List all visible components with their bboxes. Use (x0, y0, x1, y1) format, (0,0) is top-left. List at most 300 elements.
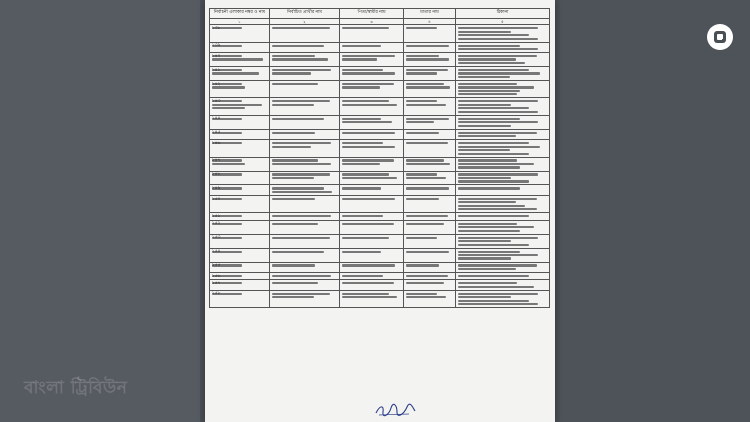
document-page (205, 0, 555, 422)
blurred-text (458, 38, 539, 40)
blurred-text (342, 177, 397, 179)
table-cell (270, 98, 340, 115)
table-row (210, 213, 550, 220)
blurred-text (342, 264, 396, 266)
table-cell (404, 248, 456, 262)
row-serial: ১৫২ (211, 221, 221, 227)
table-row (210, 67, 550, 81)
blurred-text (458, 159, 517, 161)
blurred-text (458, 93, 517, 95)
blurred-text (458, 76, 510, 78)
blurred-text (458, 268, 516, 270)
table-row (210, 195, 550, 212)
table-row (210, 220, 550, 234)
blurred-text (458, 100, 539, 102)
table-cell (270, 273, 340, 280)
blurred-text (342, 83, 395, 85)
blurred-text (272, 237, 330, 239)
table-row (210, 129, 550, 139)
table-cell (210, 42, 270, 52)
table-cell (210, 234, 270, 248)
table-row (210, 273, 550, 280)
header-candidate: নির্বাচিত প্রার্থীর নাম (270, 9, 340, 19)
blurred-text (458, 31, 512, 33)
blurred-text (342, 215, 384, 217)
background-right (560, 0, 750, 422)
table-row (210, 115, 550, 129)
row-serial: ১৫৫ (211, 263, 221, 269)
blurred-text (458, 111, 539, 113)
blurred-text (406, 142, 448, 144)
column-number: ৩ (340, 19, 404, 25)
table-cell (404, 42, 456, 52)
blurred-text (458, 135, 516, 137)
table-cell (210, 53, 270, 67)
blurred-text (406, 27, 438, 29)
header-constituency: নির্বাচনী এলাকার নম্বর ও নাম (210, 9, 270, 19)
blurred-text (272, 83, 318, 85)
table-cell (340, 140, 404, 157)
blurred-text (406, 177, 447, 179)
blurred-text (406, 198, 439, 200)
blurred-text (342, 293, 390, 295)
blurred-text (458, 240, 512, 242)
table-cell (270, 234, 340, 248)
table-cell (456, 42, 550, 52)
blurred-text (406, 86, 450, 88)
table-cell (270, 115, 340, 129)
table-cell (210, 140, 270, 157)
table-cell (270, 129, 340, 139)
blurred-text (342, 146, 396, 148)
table-cell (456, 53, 550, 67)
table-cell (340, 213, 404, 220)
table-row (210, 53, 550, 67)
table-cell (340, 185, 404, 195)
blurred-text (458, 303, 539, 305)
table-cell (270, 67, 340, 81)
blurred-text (406, 187, 449, 189)
row-serial: ১৪৬ (211, 140, 221, 146)
blurred-text (342, 69, 384, 71)
blurred-text (406, 100, 438, 102)
blurred-text (342, 173, 390, 175)
blurred-text (406, 237, 438, 239)
table-cell (404, 25, 456, 42)
blurred-text (406, 223, 444, 225)
blurred-text (458, 251, 521, 253)
table-cell (404, 195, 456, 212)
table-row (210, 98, 550, 115)
blurred-text (458, 55, 537, 57)
table-cell (340, 234, 404, 248)
blurred-text (458, 107, 530, 109)
table-cell (456, 129, 550, 139)
row-serial: ১৪৫ (211, 130, 221, 136)
blurred-text (212, 107, 245, 109)
table-cell (270, 280, 340, 290)
table-cell (210, 157, 270, 171)
table-cell (210, 25, 270, 42)
table-cell (340, 115, 404, 129)
blurred-text (342, 104, 397, 106)
blurred-text (458, 90, 521, 92)
table-cell (404, 140, 456, 157)
table-cell (270, 53, 340, 67)
table-cell (270, 140, 340, 157)
table-cell (270, 185, 340, 195)
table-cell (404, 115, 456, 129)
background-left (0, 0, 200, 422)
blurred-text (272, 132, 315, 134)
table-row (210, 280, 550, 290)
blurred-text (458, 257, 512, 259)
blurred-text (458, 27, 539, 29)
blurred-text (406, 264, 439, 266)
table-cell (404, 262, 456, 272)
row-serial: ১৫৮ (211, 291, 221, 297)
blurred-text (342, 275, 384, 277)
blurred-text (272, 191, 333, 193)
table-row (210, 234, 550, 248)
table-cell (456, 157, 550, 171)
table-cell (210, 290, 270, 307)
blurred-text (458, 244, 530, 246)
blurred-text (342, 118, 381, 120)
table-cell (456, 273, 550, 280)
table-cell (340, 80, 404, 97)
table-cell (270, 42, 340, 52)
blurred-text (458, 72, 541, 74)
row-serial: ১৩৮ (211, 25, 221, 31)
blurred-text (458, 45, 521, 47)
table-cell (456, 280, 550, 290)
blurred-text (458, 83, 517, 85)
table-cell (210, 220, 270, 234)
blurred-text (272, 293, 330, 295)
blurred-text (458, 118, 521, 120)
table-cell (404, 98, 456, 115)
table-cell (340, 129, 404, 139)
blurred-text (342, 142, 384, 144)
blurred-text (272, 146, 311, 148)
blurred-text (272, 187, 325, 189)
table-cell (456, 220, 550, 234)
table-cell (404, 290, 456, 307)
blurred-text (458, 300, 530, 302)
column-number: ২ (270, 19, 340, 25)
table-cell (456, 140, 550, 157)
table-cell (270, 220, 340, 234)
row-serial: ১৫৭ (211, 280, 221, 286)
table-cell (404, 129, 456, 139)
table-cell (340, 42, 404, 52)
blurred-text (342, 163, 381, 165)
table-cell (210, 67, 270, 81)
table-cell (210, 171, 270, 185)
table-cell (210, 115, 270, 129)
blurred-text (458, 86, 534, 88)
table-cell (340, 290, 404, 307)
table-cell (210, 273, 270, 280)
table-row (210, 185, 550, 195)
row-serial: ১৪৮ (211, 172, 221, 178)
table-cell (340, 273, 404, 280)
row-serial: ১৪৯ (211, 186, 221, 192)
blurred-text (458, 180, 530, 182)
row-serial: ১৫৬ (211, 273, 221, 279)
blurred-text (342, 132, 396, 134)
table-cell (456, 67, 550, 81)
row-serial: ১৫৩ (211, 235, 221, 241)
blurred-text (458, 296, 512, 298)
table-cell (404, 213, 456, 220)
table-cell (340, 220, 404, 234)
blurred-text (342, 86, 381, 88)
table-cell (404, 80, 456, 97)
blurred-text (342, 237, 390, 239)
blurred-text (458, 62, 525, 64)
row-serial: ১৪২ (211, 81, 221, 87)
table-cell (340, 25, 404, 42)
row-serial: ১৫৪ (211, 249, 221, 255)
watermark: বাংলা ট্রিবিউন (24, 378, 128, 398)
blurred-text (272, 198, 315, 200)
blurred-text (406, 55, 439, 57)
blurred-text (342, 251, 381, 253)
blurred-text (342, 45, 381, 47)
blurred-text (406, 163, 450, 165)
blurred-text (342, 223, 395, 225)
header-father-husband: পিতা/স্বামীর নাম (340, 9, 404, 19)
blurred-text (458, 286, 534, 288)
table-cell (340, 53, 404, 67)
table-cell (270, 25, 340, 42)
blurred-text (458, 254, 539, 256)
blurred-text (458, 230, 521, 232)
blurred-text (458, 215, 530, 217)
blurred-text (342, 55, 396, 57)
blurred-text (406, 83, 444, 85)
blurred-text (272, 45, 325, 47)
blurred-text (458, 177, 512, 179)
table-cell (456, 213, 550, 220)
table-row (210, 157, 550, 171)
blurred-text (272, 100, 330, 102)
row-serial: ১৪৭ (211, 158, 221, 164)
table-cell (456, 262, 550, 272)
blurred-text (406, 282, 444, 284)
table-cell (210, 185, 270, 195)
header-address: ঠিকানা (456, 9, 550, 19)
table-header-row (210, 9, 550, 19)
table-cell (210, 80, 270, 97)
row-serial: ১৪৪ (211, 116, 221, 122)
table-cell (456, 115, 550, 129)
blurred-text (342, 27, 390, 29)
blurred-text (458, 201, 516, 203)
table-cell (340, 67, 404, 81)
table-body (210, 25, 550, 308)
table-row (210, 262, 550, 272)
table-cell (404, 157, 456, 171)
blurred-text (272, 264, 315, 266)
blurred-text (458, 104, 512, 106)
blurred-text (272, 142, 331, 144)
blurred-text (458, 223, 517, 225)
table-cell (404, 185, 456, 195)
blurred-text (342, 187, 381, 189)
table-cell (270, 195, 340, 212)
table-cell (270, 80, 340, 97)
blurred-text (406, 296, 447, 298)
header-mother: মাতার নাম (404, 9, 456, 19)
table-cell (210, 129, 270, 139)
table-cell (404, 234, 456, 248)
table-cell (210, 262, 270, 272)
table-cell (456, 25, 550, 42)
blurred-text (406, 72, 437, 74)
blurred-text (406, 58, 449, 60)
table-cell (270, 248, 340, 262)
blurred-text (406, 118, 449, 120)
table-cell (456, 195, 550, 212)
row-serial: ১৫০ (211, 196, 221, 202)
blurred-text (272, 69, 331, 71)
blurred-text (406, 104, 447, 106)
blurred-text (272, 27, 330, 29)
blurred-text (458, 132, 537, 134)
table-cell (404, 171, 456, 185)
row-serial: ১৩৯ (211, 43, 221, 49)
blurred-text (458, 121, 539, 123)
table-cell (340, 248, 404, 262)
blurred-text (458, 58, 516, 60)
blurred-text (458, 187, 521, 189)
blurred-text (272, 118, 325, 120)
blurred-text (272, 215, 331, 217)
blurred-text (406, 275, 448, 277)
blurred-text (272, 251, 325, 253)
blurred-text (272, 275, 331, 277)
blurred-text (342, 282, 395, 284)
table-row (210, 80, 550, 97)
table-cell (210, 195, 270, 212)
table-cell (340, 262, 404, 272)
blurred-text (342, 159, 395, 161)
blurred-text (272, 177, 315, 179)
row-serial: ১৫১ (211, 213, 221, 219)
blurred-text (458, 208, 537, 210)
blurred-text (458, 237, 539, 239)
blurred-text (458, 48, 539, 50)
blurred-text (272, 296, 315, 298)
blurred-text (342, 100, 390, 102)
table-cell (456, 98, 550, 115)
table-cell (210, 248, 270, 262)
table-cell (456, 234, 550, 248)
table-cell (270, 157, 340, 171)
blurred-text (458, 226, 534, 228)
blurred-text (272, 72, 311, 74)
blurred-text (458, 125, 512, 127)
blurred-text (406, 45, 449, 47)
blurred-text (458, 282, 517, 284)
table-cell (270, 171, 340, 185)
blurred-text (272, 58, 328, 60)
blurred-text (406, 215, 448, 217)
blurred-text (458, 173, 539, 175)
brand-logo-icon (707, 24, 733, 50)
column-number: ৫ (456, 19, 550, 25)
blurred-text (458, 34, 530, 36)
blurred-text (406, 173, 438, 175)
table-cell (404, 220, 456, 234)
row-serial: ১৪১ (211, 67, 221, 73)
blurred-text (458, 166, 521, 168)
blurred-text (406, 69, 448, 71)
table-cell (404, 273, 456, 280)
column-number: ১ (210, 19, 270, 25)
blurred-text (272, 55, 315, 57)
table-cell (210, 280, 270, 290)
table-cell (456, 171, 550, 185)
blurred-text (272, 173, 330, 175)
table-cell (404, 67, 456, 81)
table-cell (404, 280, 456, 290)
blurred-text (458, 69, 530, 71)
blurred-text (458, 198, 537, 200)
table-cell (456, 80, 550, 97)
blurred-text (342, 121, 393, 123)
table-row (210, 25, 550, 42)
blurred-text (272, 159, 318, 161)
blurred-text (342, 198, 396, 200)
table-cell (404, 53, 456, 67)
table-cell (340, 195, 404, 212)
table-cell (340, 98, 404, 115)
blurred-text (272, 282, 318, 284)
blurred-text (342, 72, 396, 74)
column-number: ৪ (404, 19, 456, 25)
blurred-text (406, 132, 439, 134)
table-cell (270, 290, 340, 307)
table-cell (340, 280, 404, 290)
table-cell (210, 213, 270, 220)
blurred-text (406, 293, 438, 295)
row-serial: ১৪০ (211, 53, 221, 59)
blurred-text (272, 223, 318, 225)
row-serial: ১৪৩ (211, 98, 221, 104)
blurred-text (458, 149, 510, 151)
candidate-table (209, 8, 550, 308)
blurred-text (272, 104, 315, 106)
blurred-text (458, 264, 537, 266)
blurred-text (272, 163, 331, 165)
blurred-text (406, 159, 444, 161)
blurred-text (458, 205, 525, 207)
blurred-text (342, 58, 378, 60)
table-cell (340, 157, 404, 171)
table-row (210, 248, 550, 262)
table-cell (270, 262, 340, 272)
blurred-text (406, 121, 435, 123)
blurred-text (458, 153, 530, 155)
table-cell (456, 185, 550, 195)
blurred-text (458, 142, 530, 144)
table-cell (456, 290, 550, 307)
table-cell (456, 248, 550, 262)
